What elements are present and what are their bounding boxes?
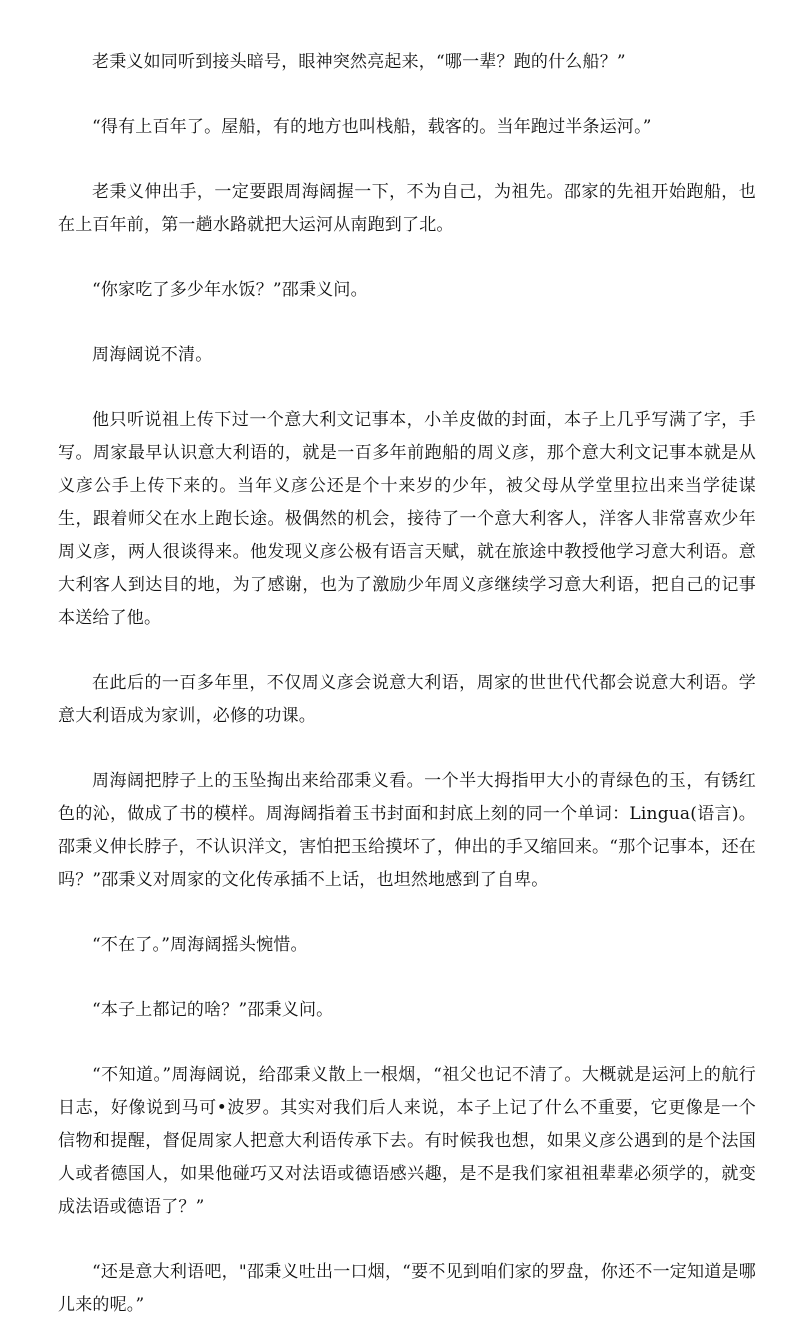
paragraph-1: 老秉义如同听到接头暗号，眼神突然亮起来，“哪一辈？跑的什么船？” (92, 52, 626, 72)
paragraph-4: “你家吃了多少年水饭？”邵秉义问。 (92, 280, 368, 300)
paragraph-2: “得有上百年了。屋船，有的地方也叫栈船，载客的。当年跑过半条运河。” (92, 117, 652, 137)
paragraph-7: 在此后的一百多年里，不仅周义彦会说意大利语，周家的世世代代都会说意大利语。学意大利语成为家训，必修的功课。 (58, 673, 756, 726)
paragraph-10: “本子上都记的啥？”邵秉义问。 (92, 1000, 334, 1020)
paragraph-5: 周海阔说不清。 (92, 345, 213, 365)
paragraph-8: 周海阔把脖子上的玉坠掏出来给邵秉义看。一个半大拇指甲大小的青绿色的玉，有锈红色的沁，做成了书的模样。周海阔指着玉书封面和封底上刻的同一个单词：Lingua(语言)。邵秉义伸长脖子，不认识洋文，害怕把玉给摸坏了，伸出的手又缩回来。“那个记事本，还在吗？”邵秉义对周家的文化传承插不上话，也坦然地感到了自卑。 (58, 771, 756, 890)
paragraph-12: “还是意大利语吧，"邵秉义吐出一口烟，“要不见到咱们家的罗盘，你还不一定知道是哪儿来的呢。” (58, 1262, 756, 1315)
paragraph-3: 老秉义伸出手，一定要跟周海阔握一下，不为自己，为祖先。邵家的先祖开始跑船，也在上百年前，第一趟水路就把大运河从南跑到了北。 (58, 182, 756, 235)
paragraph-6: 他只听说祖上传下过一个意大利文记事本，小羊皮做的封面，本子上几乎写满了字，手写。周家最早认识意大利语的，就是一百多年前跑船的周义彦，那个意大利文记事本就是从义彦公手上传下来的。当年义彦公还是个十来岁的少年，被父母从学堂里拉出来当学徒谋生，跟着师父在水上跑长途。极偶然的机会，接待了一个意大利客人，洋客人非常喜欢少年周义彦，两人很谈得来。他发现义彦公极有语言天赋，就在旅途中教授他学习意大利语。意大利客人到达目的地，为了感谢，也为了激励少年周义彦继续学习意大利语，把自己的记事本送给了他。 (58, 410, 756, 628)
paragraph-11: “不知道。”周海阔说，给邵秉义散上一根烟，“祖父也记不清了。大概就是运河上的航行日志，好像说到马可•波罗。其实对我们后人来说，本子上记了什么不重要，它更像是一个信物和提醒，督促周家人把意大利语传承下去。有时候我也想，如果义彦公遇到的是个法国人或者德国人，如果他碰巧又对法语或德语感兴趣，是不是我们家祖祖辈辈必须学的，就变成法语或德语了？” (58, 1065, 756, 1217)
paragraph-9: “不在了。”周海阔摇头惋惜。 (92, 935, 308, 955)
